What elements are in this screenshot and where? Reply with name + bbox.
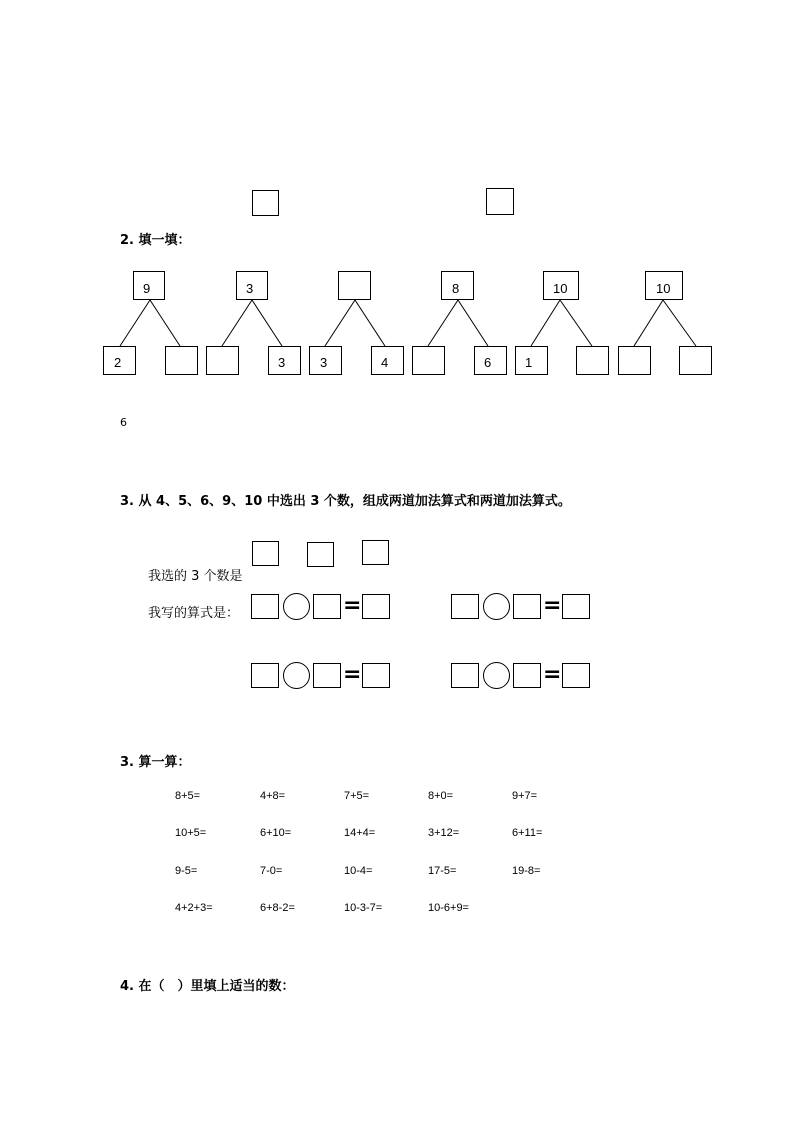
equation-3-operand-a-box[interactable] [251, 663, 279, 688]
section-3-choose-heading: 3. 从 4、5、6、9、10 中选出 3 个数，组成两道加法算式和两道加法算式。 [120, 494, 571, 509]
section-3-calculate-heading: 3. 算一算： [120, 755, 191, 770]
calc-problem: 17-5= [428, 865, 457, 877]
bond-5-left-number: 1 [525, 355, 533, 370]
equations-label: 我写的算式是： [148, 606, 240, 621]
calc-problem: 6+8-2= [260, 902, 295, 914]
equation-4-operand-a-box[interactable] [451, 663, 479, 688]
bond-6-top-number: 10 [656, 281, 671, 296]
bond-3-left-number: 3 [320, 355, 328, 370]
equation-2-operand-a-box[interactable] [451, 594, 479, 619]
bond-2-top-number: 3 [246, 281, 254, 296]
calc-problem: 10-6+9= [428, 902, 469, 914]
bond-2-right-number: 3 [278, 355, 286, 370]
chosen-numbers-label: 我选的 3 个数是 [148, 569, 243, 584]
bond-6-right-box[interactable] [679, 346, 712, 375]
calc-problem: 9+7= [512, 790, 538, 802]
calc-problem: 19-8= [512, 865, 541, 877]
bond-4-top-number: 8 [452, 281, 460, 296]
section-4-heading: 4. 在（ ）里填上适当的数： [120, 979, 295, 994]
equation-4-operator-circle[interactable] [483, 662, 510, 689]
calc-problem: 8+0= [428, 790, 454, 802]
equation-3-result-box[interactable] [362, 663, 390, 688]
bond-5-top-number: 10 [553, 281, 568, 296]
equation-1-result-box[interactable] [362, 594, 390, 619]
equation-1-equals-sign: = [343, 593, 362, 618]
calc-problem: 9-5= [175, 865, 198, 877]
calc-problem: 10-4= [344, 865, 373, 877]
equation-2-equals-sign: = [543, 593, 562, 618]
chosen-number-box-3[interactable] [362, 540, 389, 565]
bond-2-left-box[interactable] [206, 346, 239, 375]
equation-3-operand-b-box[interactable] [313, 663, 341, 688]
equation-4-equals-sign: = [543, 662, 562, 687]
bond-1-right-box[interactable] [165, 346, 198, 375]
calc-problem: 6+11= [512, 827, 543, 839]
calc-problem: 10+5= [175, 827, 207, 839]
calc-problem: 8+5= [175, 790, 201, 802]
calc-problem: 7-0= [260, 865, 283, 877]
equation-2-operand-b-box[interactable] [513, 594, 541, 619]
stray-number: 6 [120, 416, 127, 429]
chosen-number-box-2[interactable] [307, 542, 334, 567]
equation-4-result-box[interactable] [562, 663, 590, 688]
chosen-number-box-1[interactable] [252, 541, 279, 566]
section-2-heading: 2. 填一填： [120, 233, 191, 248]
calc-problem: 4+8= [260, 790, 286, 802]
bond-4-left-box[interactable] [412, 346, 445, 375]
calc-problem: 14+4= [344, 827, 376, 839]
equation-3-equals-sign: = [343, 662, 362, 687]
equation-2-result-box[interactable] [562, 594, 590, 619]
calc-problem: 7+5= [344, 790, 370, 802]
calc-problem: 10-3-7= [344, 902, 383, 914]
equation-1-operand-b-box[interactable] [313, 594, 341, 619]
bond-5-right-box[interactable] [576, 346, 609, 375]
equation-2-operator-circle[interactable] [483, 593, 510, 620]
bond-4-right-number: 6 [484, 355, 492, 370]
equation-1-operand-a-box[interactable] [251, 594, 279, 619]
bond-3-right-number: 4 [381, 355, 389, 370]
bond-1-left-number: 2 [114, 355, 122, 370]
calc-problem: 6+10= [260, 827, 292, 839]
equation-1-operator-circle[interactable] [283, 593, 310, 620]
calc-problem: 3+12= [428, 827, 460, 839]
bond-3-top-box[interactable] [338, 271, 371, 300]
equation-4-operand-b-box[interactable] [513, 663, 541, 688]
bond-6-left-box[interactable] [618, 346, 651, 375]
equation-3-operator-circle[interactable] [283, 662, 310, 689]
bond-1-top-number: 9 [143, 281, 151, 296]
calc-problem: 4+2+3= [175, 902, 213, 914]
